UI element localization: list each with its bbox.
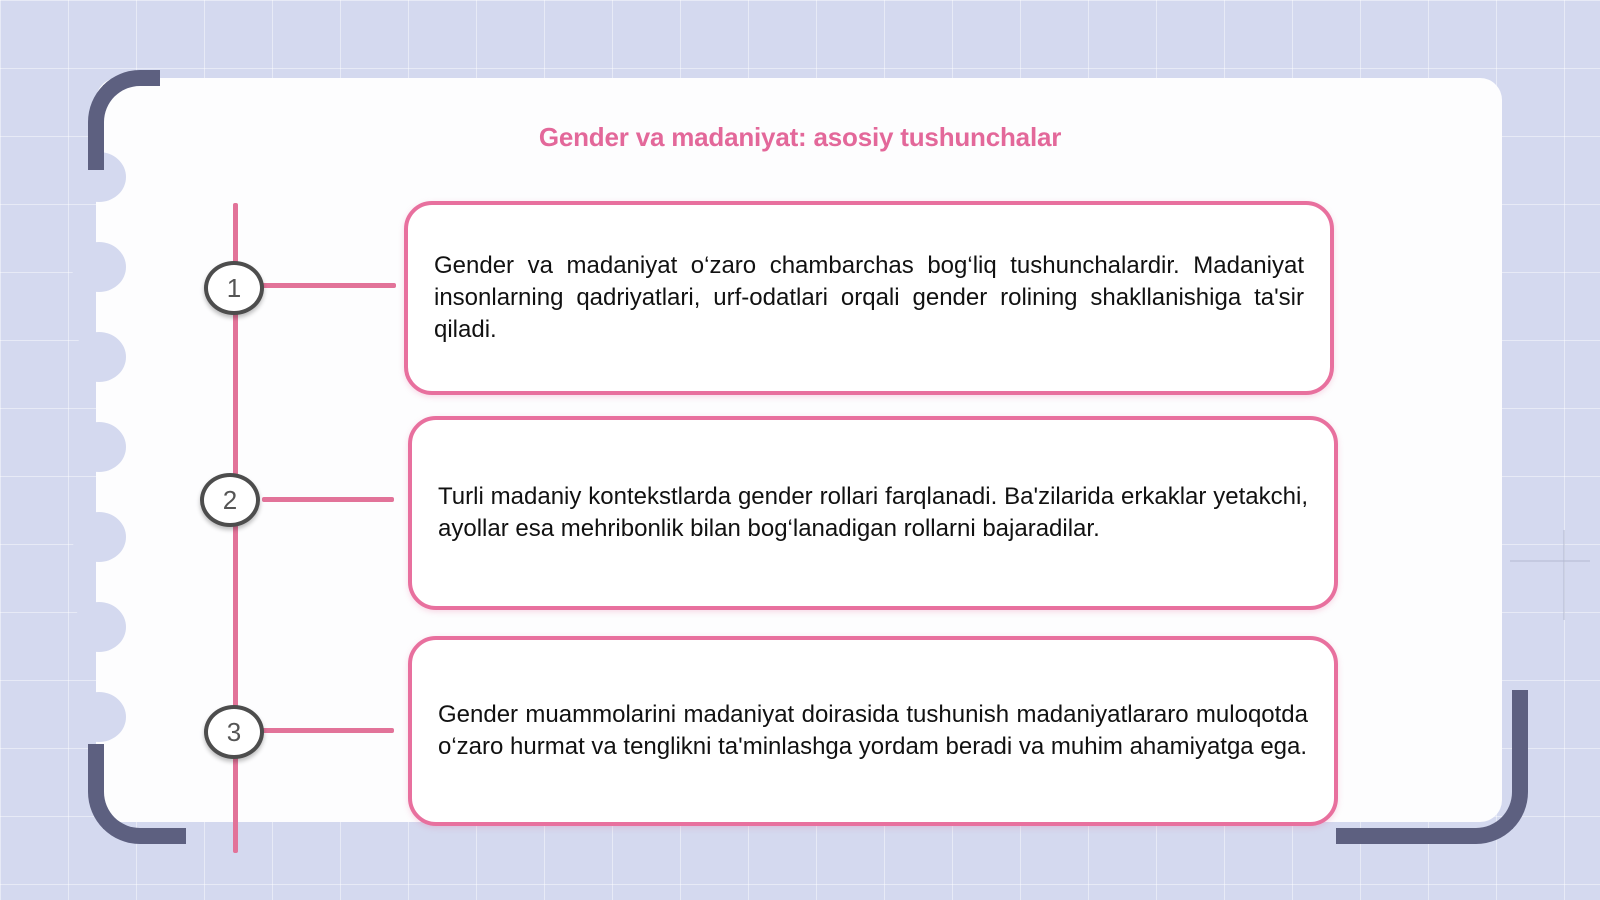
content-card-text: Gender muammolarini madaniyat doirasida tushunish madaniyatlararo muloqotda o‘zaro hurmat va tenglikni ta'minlashga yordam beradi va muhim ahamiyatga ega.: [438, 701, 1308, 760]
content-card-text: Gender va madaniyat o‘zaro chambarchas bog‘liq tushunchalardir. Madaniyat insonlarning qadriyatlari, urf-odatlari orqali gender rolining shakllanishiga ta'sir qiladi.: [434, 252, 1304, 343]
paper-scallop: [72, 332, 126, 382]
paper-scallop: [72, 692, 126, 742]
content-card-3: [408, 636, 1338, 826]
paper-scallop: [72, 512, 126, 562]
paper-scallop: [72, 602, 126, 652]
paper-scallop: [72, 242, 126, 292]
timeline-node-2: 2: [200, 473, 260, 527]
timeline-connector-3: [262, 728, 394, 733]
content-card-1: [404, 201, 1334, 395]
timeline-node-1: 1: [204, 261, 264, 315]
corner-bracket-bottom-left: [88, 744, 186, 844]
background-grid-line: [1563, 530, 1565, 620]
corner-bracket-top-left: [88, 70, 160, 170]
slide-title: Gender va madaniyat: asosiy tushunchalar: [538, 122, 1062, 152]
corner-bracket-bottom-right: [1336, 690, 1528, 844]
timeline-connector-1: [262, 283, 396, 288]
content-card-text: Turli madaniy kontekstlarda gender rollari farqlanadi. Ba'zilarida erkaklar yetakchi, ayollar esa mehribonlik bilan bog‘lanadigan rollarni bajaradilar.: [438, 483, 1308, 542]
timeline-connector-2: [262, 497, 394, 502]
content-card-2: [408, 416, 1338, 610]
timeline-node-3: 3: [204, 705, 264, 759]
background-grid-line: [1510, 560, 1590, 562]
paper-scallop: [72, 422, 126, 472]
